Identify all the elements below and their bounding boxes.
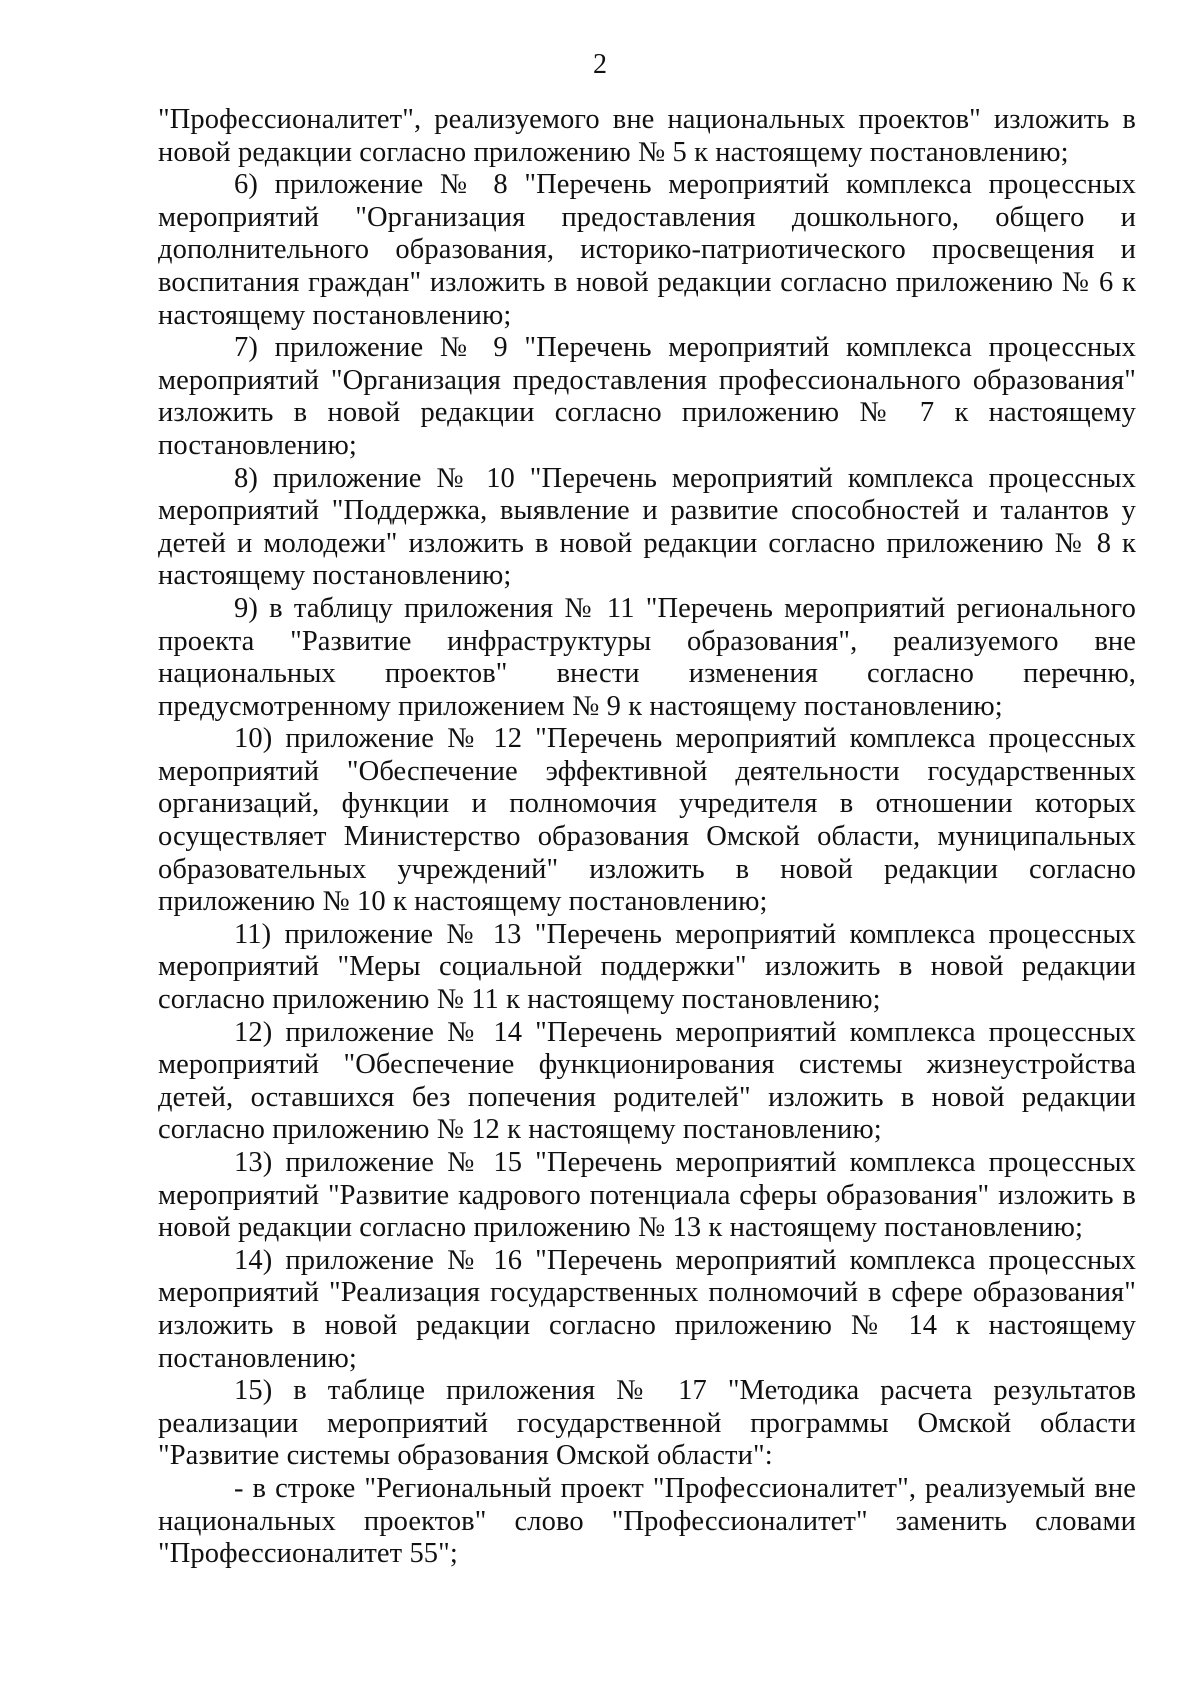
document-body [158,104,1136,1571]
paragraph-item-7: 7) приложение № 9 "Перечень мероприятий комплекса процессных мероприятий "Организация предоставления профессионального образования" изложить в новой редакции согласно приложению № 7 к настоящему постановлению; [158,332,1136,461]
paragraph-item-12: 12) приложение № 14 "Перечень мероприятий комплекса процессных мероприятий "Обеспечение функционирования системы жизнеустройства детей, оставшихся без попечения родителей" изложить в новой редакции согласно приложению № 12 к настоящему постановлению; [158,1016,1136,1146]
page-number: 2 [593,49,607,80]
paragraph-item-14: 14) приложение № 16 "Перечень мероприятий комплекса процессных мероприятий "Реализация государственных полномочий в сфере образования" изложить в новой редакции согласно приложению № 14 к настоящему постановлению; [158,1244,1136,1374]
paragraph-continuation: "Профессионалитет", реализуемого вне национальных проектов" изложить в новой редакции согласно приложению № 5 к настоящему постановлению; [158,104,1136,168]
paragraph-item-10: 10) приложение № 12 "Перечень мероприятий комплекса процессных мероприятий "Обеспечение эффективной деятельности государственных организаций, функции и полномочия учредителя в отношении которых осуществляет Министерство образования Омской области, муниципальных образовательных учреждений" изложить в новой редакции согласно приложению № 10 к настоящему постановлению; [158,723,1136,918]
paragraph-item-11: 11) приложение № 13 "Перечень мероприятий комплекса процессных мероприятий "Меры социальной поддержки" изложить в новой редакции согласно приложению № 11 к настоящему постановлению; [158,918,1136,1016]
paragraph-item-15: 15) в таблице приложения № 17 "Методика расчета результатов реализации мероприятий государственной программы Омской области "Развитие системы образования Омской области": [158,1375,1136,1472]
paragraph-item-9: 9) в таблицу приложения № 11 "Перечень мероприятий регионального проекта "Развитие инфраструктуры образования", реализуемого вне национальных проектов" внести изменения согласно перечню, предусмотренному приложением № 9 к настоящему постановлению; [158,592,1136,722]
paragraph-item-6: 6) приложение № 8 "Перечень мероприятий комплекса процессных мероприятий "Организация предоставления дошкольного, общего и дополнительного образования, историко-патриотического просвещения и воспитания граждан" изложить в новой редакции согласно приложению № 6 к настоящему постановлению; [158,169,1136,331]
paragraph-item-8: 8) приложение № 10 "Перечень мероприятий комплекса процессных мероприятий "Поддержка, выявление и развитие способностей и талантов у детей и молодежи" изложить в новой редакции согласно приложению № 8 к настоящему постановлению; [158,462,1136,592]
paragraph-item-13: 13) приложение № 15 "Перечень мероприятий комплекса процессных мероприятий "Развитие кадрового потенциала сферы образования" изложить в новой редакции согласно приложению № 13 к настоящему постановлению; [158,1147,1136,1244]
paragraph-subitem-dash: - в строке "Региональный проект "Профессионалитет", реализуемый вне национальных проектов" слово "Профессионалитет" заменить словами "Профессионалитет 55"; [158,1472,1136,1570]
